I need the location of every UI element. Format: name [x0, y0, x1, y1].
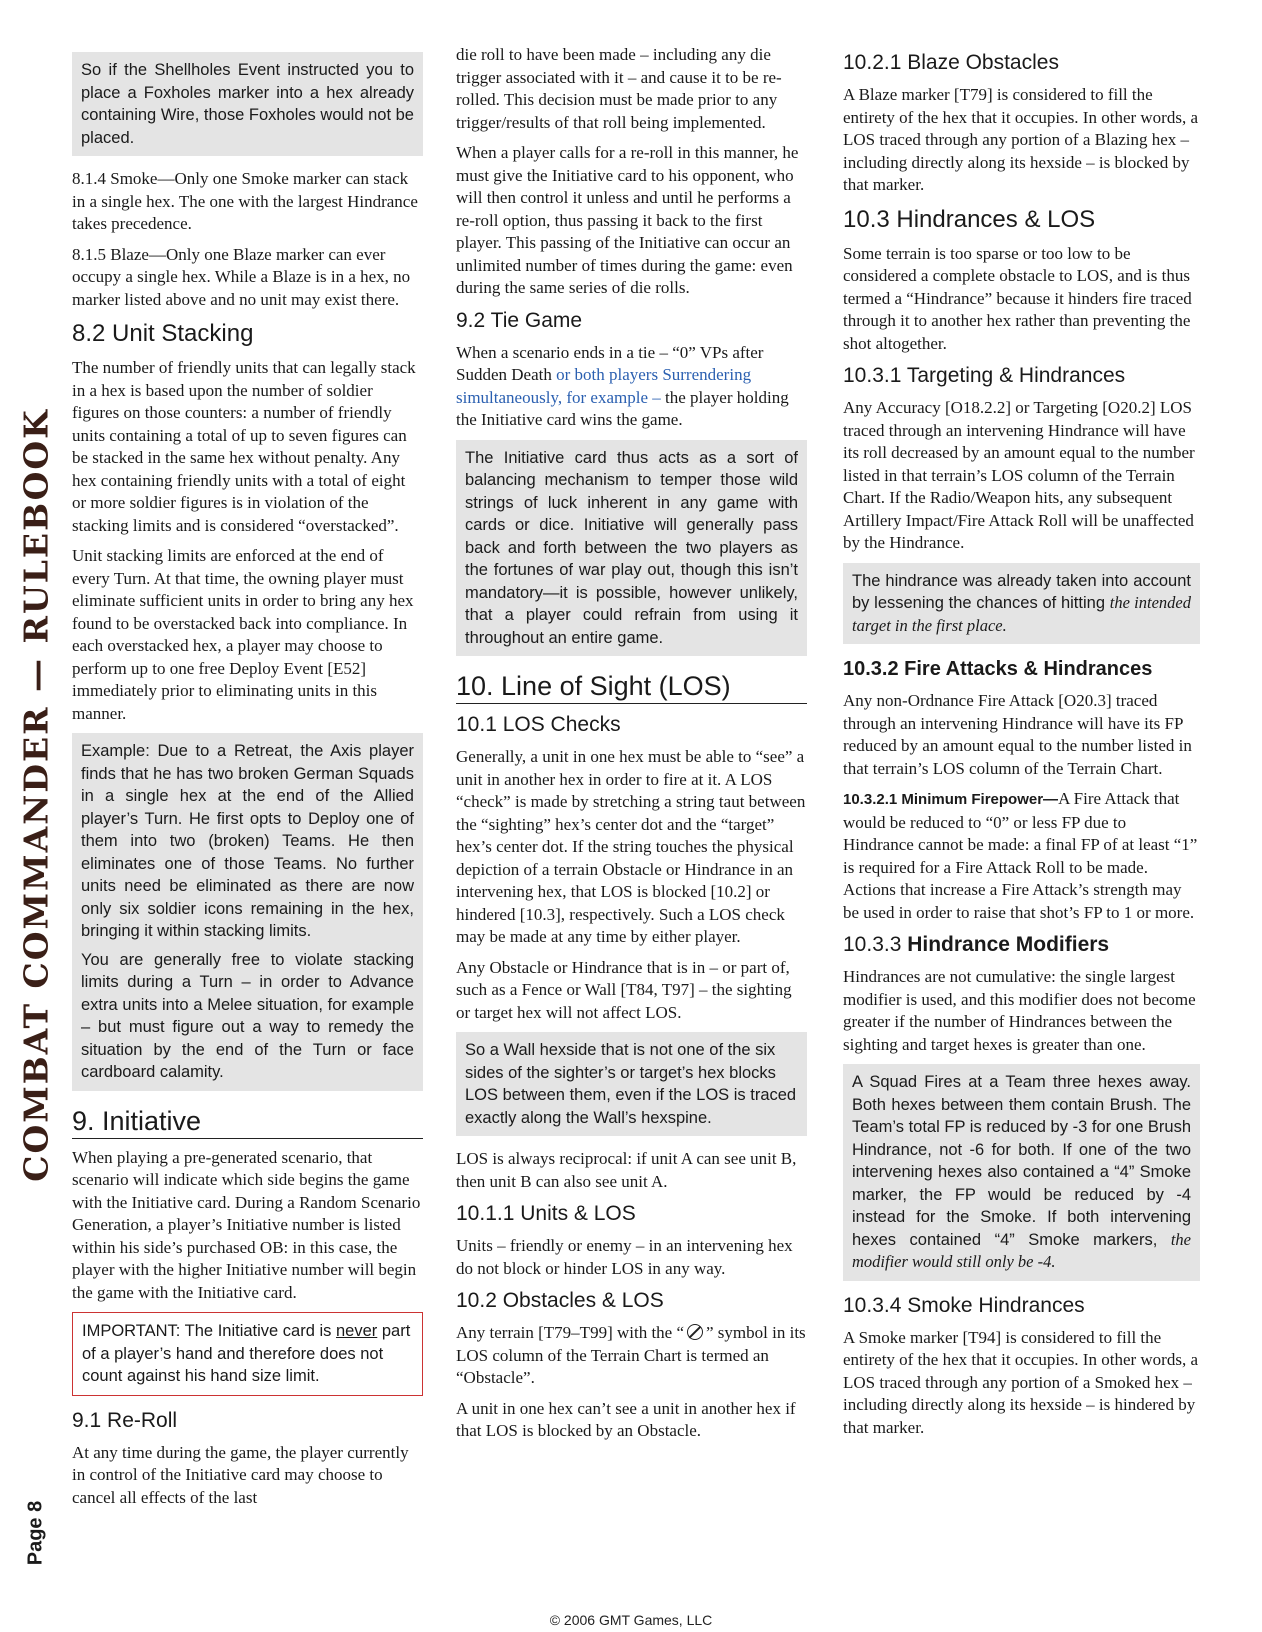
blocked-los-icon — [687, 1324, 703, 1340]
heading-targeting-hindrances: 10.3.1 Targeting & Hindrances — [843, 364, 1126, 387]
paragraph-blaze: 8.1.5 Blaze—Only one Blaze marker can ever occupy a single hex. While a Blaze is in a hex, no marker listed above and no unit may exist there. — [72, 244, 411, 309]
example-text-2: You are generally free to violate stacking limits during a Turn – in order to Advance extra units into a Melee situation, for example – but must figure out a way to remedy the situation by the end of the Turn or face cardboard calamity. — [81, 950, 414, 1081]
note-text: So a Wall hexside that is not one of the six sides of the sighter’s or target’s hex blocks LOS between them, even if the LOS is traced exactly along the Wall’s hexspine. — [465, 1041, 797, 1127]
note-text: So if the Shellholes Event instructed you to place a Foxholes marker into a hex already containing Wire, those Foxholes would not be placed. — [81, 61, 414, 147]
important-box — [72, 1312, 423, 1396]
copyright-footer: © 2006 GMT Games, LLC — [549, 1612, 713, 1628]
paragraph-minimum-firepower: 10.3.2.1 Minimum Firepower—A Fire Attack that would be reduced to “0” or less FP due to Hindrance cannot be made: a final FP of at least “1” is required for a Fire Attack Roll to be made. Actions that increase a Fire Attack’s strength may be used in order to raise that shot’s FP to 1 or more. — [843, 789, 1198, 922]
heading-units-los: 10.1.1 Units & LOS — [456, 1202, 636, 1225]
paragraph-tie-game: When a scenario ends in a tie – “0” VPs after Sudden Death or both players Surrendering simultaneously, for example – the player holding the Initiative card wins the game. — [456, 342, 789, 429]
paragraph-re-roll-cont: die roll to have been made – including any die trigger associated with it – and cause it to be re-rolled. This decision must be made prior to any trigger/results of that roll being implemented. — [456, 45, 782, 132]
paragraph-stacking-2: Unit stacking limits are enforced at the end of every Turn. At that time, the owning player must eliminate sufficient units in order to bring any hex found to be overstacked back into compliance. In each overstacked hex, a player may choose to perform up to one free Deploy Event [E52] immediately prior to eliminating units in this manner. — [72, 546, 414, 723]
heading-blaze-obstacles: 10.2.1 Blaze Obstacles — [843, 51, 1059, 74]
paragraph-re-roll: At any time during the game, the player currently in control of the Initiative card may choose to cancel all effects of the last — [72, 1442, 409, 1507]
example-box-squad — [843, 1064, 1200, 1281]
note-box-initiative — [456, 440, 807, 657]
rulebook-title: COMBAT COMMANDER — RULEBOOK — [16, 408, 56, 1182]
note-box-shellholes — [72, 52, 423, 156]
heading-los-checks: 10.1 LOS Checks — [456, 713, 621, 736]
heading-smoke-hindrances: 10.3.4 Smoke Hindrances — [843, 1293, 1085, 1317]
example-text: A Squad Fires at a Team three hexes away. Both hexes between them contain Brush. The Team’s total FP is reduced by -3 for one Brush Hindrance, not -6 for both. If one of the two intervening hexes also contained a “4” Smoke marker, the FP would be reduced by -4 instead for the Smoke. If both intervening hexes contained “4” Smoke markers, the modifier would still only be -4. — [852, 1073, 1191, 1271]
paragraph-targeting: Any Accuracy [O18.2.2] or Targeting [O20.2] LOS traced through an intervening Hindrance will have its roll decreased by an amount equal to the number listed in that terrain’s LOS column of the Terrain Chart. If the Radio/Weapon hits, any subsequent Artillery Impact/Fire Attack Roll will be unaffected by the Hindrance. — [843, 398, 1195, 552]
paragraph-initiative: When playing a pre-generated scenario, that scenario will indicate which side begins the game with the Initiative card. During a Random Scenario Generation, a player’s Initiative number is listed within his side’s purchased OB: in this case, the player with the higher Initiative number will begin the game with the Initiative card. — [72, 1147, 421, 1302]
column-3 — [843, 44, 1200, 1447]
paragraph-blaze-obstacles: A Blaze marker [T79] is considered to fill the entirety of the hex that it occupies. In other words, a LOS traced through any portion of a Blazing hex – including directly along its hexside – is blocked by that marker. — [843, 85, 1198, 194]
paragraph-reciprocal: LOS is always reciprocal: if unit A can see unit B, then unit B can also see unit A. — [456, 1149, 797, 1191]
paragraph-obstacles: Any terrain [T79–T99] with the “ ” symbol in its LOS column of the Terrain Chart is termed an “Obstacle”. — [456, 1323, 806, 1387]
example-text: Example: Due to a Retreat, the Axis player finds that he has two broken German Squads in a single hex at the end of the Allied player’s Turn. He first opts to Deploy one of them into two (broken) Teams. He then eliminates one of those Teams. No further units need be eliminated as there are now only six soldier icons remaining in the hex, bringing it within stacking limits. — [81, 742, 414, 940]
column-2 — [456, 44, 807, 1451]
note-text: The hindrance was already taken into account by lessening the chances of hitting the intended target in the first place. — [852, 571, 1191, 635]
heading-line-of-sight: 10. Line of Sight (LOS) — [456, 670, 807, 704]
heading-re-roll: 9.1 Re-Roll — [72, 1408, 178, 1432]
paragraph-smoke-hindrances: A Smoke marker [T94] is considered to fill the entirety of the hex that it occupies. In other words, a LOS traced through any portion of a Smoked hex – including directly along its hexside – is hindered by that marker. — [843, 1327, 1198, 1437]
paragraph-re-roll-2: When a player calls for a re-roll in this manner, he must give the Initiative card to his opponent, who will then control it unless and until he performs a re-roll option, thus passing it back to the first player. This passing of the Initiative can occur an unlimited number of times during the game: even during the same series of die rolls. — [456, 143, 799, 297]
page-number: Page 8 — [24, 1500, 47, 1566]
paragraph-los-checks: Generally, a unit in one hex must be able to “see” a unit in another hex in order to fire at it. A LOS “check” is made by stretching a string taut between the “sighting” hex’s center dot and the “target” hex’s center dot. If the string touches the physical depiction of a terrain Obstacle or Hindrance in an intervening hex, that LOS is blocked [10.2] or hindered [10.3], respectively. Such a LOS check may be made at any time by either player. — [456, 747, 806, 946]
paragraph-stacking-1: The number of friendly units that can legally stack in a hex is based upon the number of soldier figures on those counters: a number of friendly units containing a total of up to seven figures can be stacked in the same hex without penalty. Any hex containing friendly units with a total of eight or more soldier figures is in violation of the stacking limits and is considered “overstacked”. — [72, 358, 416, 535]
paragraph-smoke: 8.1.4 Smoke—Only one Smoke marker can stack in a single hex. The one with the largest Hindrance takes precedence. — [72, 169, 418, 233]
paragraph-hindrances: Some terrain is too sparse or too low to be considered a complete obstacle to LOS, and is thus termed a “Hindrance” because it hinders fire traced through it to another hex rather than preventing the shot altogether. — [843, 243, 1192, 353]
heading-obstacles-los: 10.2 Obstacles & LOS — [456, 1289, 664, 1312]
paragraph-blocked: A unit in one hex can’t see a unit in another hex if that LOS is blocked by an Obstacle. — [456, 1398, 796, 1440]
paragraph-fire-attacks: Any non-Ordnance Fire Attack [O20.3] traced through an intervening Hindrance will have its FP reduced by an amount equal to the number listed in that terrain’s LOS column of the Terrain Chart. — [843, 691, 1192, 778]
heading-initiative: 9. Initiative — [72, 1105, 423, 1139]
emphasis-never: never — [336, 1322, 378, 1340]
paragraph-units-los: Units – friendly or enemy – in an intervening hex do not block or hinder LOS in any way. — [456, 1236, 793, 1278]
example-box-stacking — [72, 733, 423, 1091]
heading-hindrance-modifiers: 10.3.3 Hindrance Modifiers — [843, 933, 1110, 956]
paragraph-hindrance-modifiers: Hindrances are not cumulative: the single largest modifier is used, and this modifier does not become greater if the number of Hindrances between the sighting and target hexes is greater than one. — [843, 967, 1196, 1054]
note-box-hindrance — [843, 563, 1200, 645]
heading-hindrances-los: 10.3 Hindrances & LOS — [843, 205, 1096, 233]
heading-tie-game: 9.2 Tie Game — [456, 308, 583, 332]
paragraph-part-of-hex: Any Obstacle or Hindrance that is in – or part of, such as a Fence or Wall [T84, T97] – the sighting or target hex will not affect LOS. — [456, 957, 792, 1022]
heading-unit-stacking: 8.2 Unit Stacking — [72, 320, 254, 347]
column-1 — [72, 44, 423, 1517]
important-text: IMPORTANT: The Initiative card is never part of a player’s hand and therefore does not count against his hand size limit. — [82, 1322, 411, 1385]
revision-text: or both players Surrendering simultaneously, for example – — [456, 365, 752, 407]
note-text: The Initiative card thus acts as a sort of balancing mechanism to temper those wild strings of luck inherent in any game with cards or dice. Initiative will generally pass back and forth between the two players as the fortunes of war play out, though this isn’t mandatory—it is possible, however unlikely, that a player could refrain from using it throughout an entire game. — [465, 448, 798, 647]
sidebar — [8, 408, 64, 1182]
heading-fire-attacks-hindrances: 10.3.2 Fire Attacks & Hindrances — [843, 658, 1153, 680]
note-box-wall — [456, 1032, 807, 1136]
